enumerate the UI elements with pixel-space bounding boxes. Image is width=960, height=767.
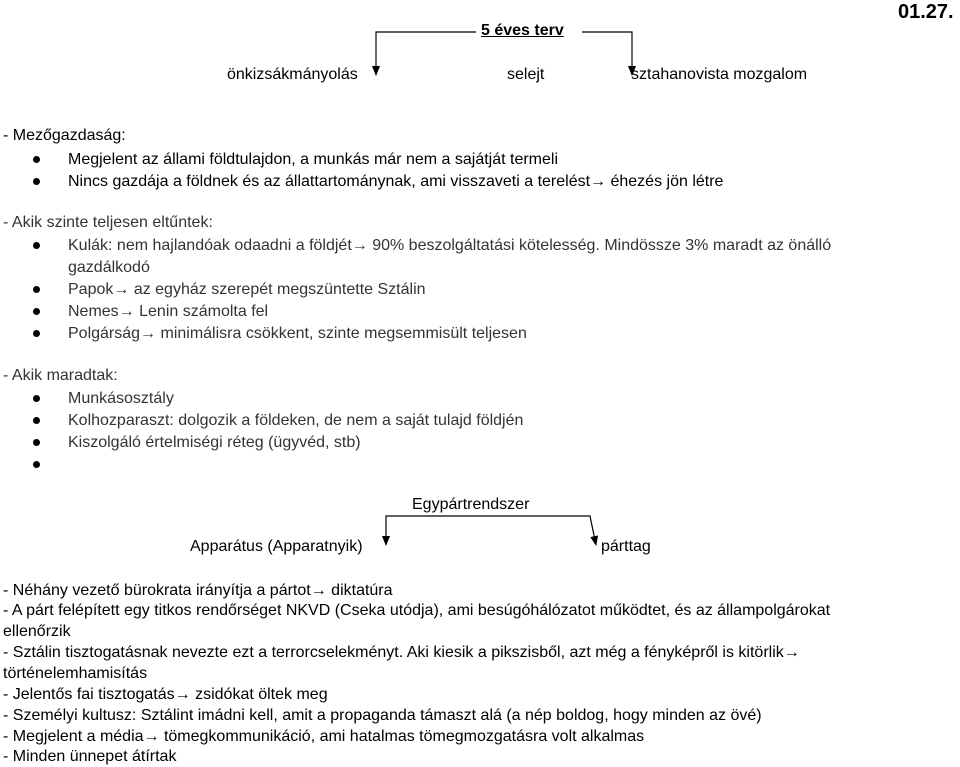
bullet-icon bbox=[33, 439, 40, 446]
bullet-icon bbox=[33, 286, 40, 293]
branch-sztahanovista: sztahanovista mozgalom bbox=[631, 66, 808, 83]
text-line: - Minden ünnepet átírtak bbox=[3, 748, 177, 765]
list-item-text: Munkásosztály bbox=[68, 390, 174, 407]
diagram-right-label: párttag bbox=[601, 538, 651, 555]
party-arrows bbox=[386, 516, 596, 545]
text-line: - Jelentős fai tisztogatás→ zsidókat öltek meg bbox=[3, 686, 328, 703]
page-title: 5 éves terv bbox=[481, 22, 564, 39]
arrow-to-onkizsakmanyolas bbox=[376, 32, 476, 75]
list-item-text: Kulák: nem hajlandóak odaadni a földjét→ 90% beszolgáltatási kötelesség. Mindössze 3% maradt az önálló bbox=[68, 237, 832, 254]
text-line: ellenőrzik bbox=[3, 623, 71, 640]
text-line: - A párt felépített egy titkos rendőrséget NKVD (Cseka utódja), ami besúgóhálózatot működtet, és az állampolgárokat bbox=[3, 602, 831, 619]
list-item-text: Nincs gazdája a földnek és az állattartománynak, ami visszaveti a terelést→ éhezés jön létre bbox=[68, 173, 724, 190]
date-label: 01.27. bbox=[898, 1, 954, 23]
branch-selejt: selejt bbox=[507, 66, 545, 83]
bullet-icon bbox=[33, 178, 40, 185]
list-item-continuation: gazdálkodó bbox=[68, 259, 150, 276]
bullet-icon bbox=[33, 330, 40, 337]
text-line: - Néhány vezető bürokrata irányítja a pártot→ diktatúra bbox=[3, 582, 393, 599]
arrow-to-parttag bbox=[482, 516, 596, 545]
bullet-icon bbox=[33, 156, 40, 163]
bullet-icon bbox=[33, 461, 40, 468]
text-line: - Személyi kultusz: Sztálint imádni kell, amit a propaganda támaszt alá (a nép boldog, hogy minden az övé) bbox=[3, 707, 762, 724]
list-item-text: Megjelent az állami földtulajdon, a munkás már nem a sajátját termeli bbox=[68, 151, 559, 168]
branch-onkizsakmanyolas: önkizsákmányolás bbox=[227, 66, 358, 83]
list-item-text: Nemes→ Lenin számolta fel bbox=[68, 303, 269, 320]
bullet-icon bbox=[33, 242, 40, 249]
arrow-to-apparatus bbox=[386, 516, 482, 545]
agriculture-heading: - Mezőgazdaság: bbox=[3, 127, 126, 144]
bullet-icon bbox=[33, 308, 40, 315]
diagram-left-label: Apparátus (Apparatnyik) bbox=[190, 538, 363, 555]
text-line: - Megjelent a média→ tömegkommunikáció, ami hatalmas tömegmozgatásra volt alkalmas bbox=[3, 728, 645, 745]
list-item-text: Polgárság→ minimálisra csökkent, szinte megsemmisült teljesen bbox=[68, 325, 527, 342]
remained-heading: - Akik maradtak: bbox=[3, 367, 118, 384]
text-line: történelemhamisítás bbox=[3, 665, 148, 682]
diagram-top-label: Egypártrendszer bbox=[412, 496, 530, 513]
list-item-text: Kiszolgáló értelmiségi réteg (ügyvéd, stb) bbox=[68, 434, 361, 451]
text-line: - Sztálin tisztogatásnak nevezte ezt a terrorcselekményt. Aki kiesik a pikszisből, azt még a fényképről is kitörlik→ bbox=[3, 644, 800, 661]
list-item-text: Papok→ az egyház szerepét megszüntette Sztálin bbox=[68, 281, 426, 298]
arrow-to-sztahanovista bbox=[582, 32, 632, 75]
list-item-text: Kolhozparaszt: dolgozik a földeken, de nem a saját tulajd földjén bbox=[68, 412, 524, 429]
vanished-heading: - Akik szinte teljesen eltűntek: bbox=[3, 214, 213, 231]
bullet-icon bbox=[33, 417, 40, 424]
bullet-icon bbox=[33, 395, 40, 402]
